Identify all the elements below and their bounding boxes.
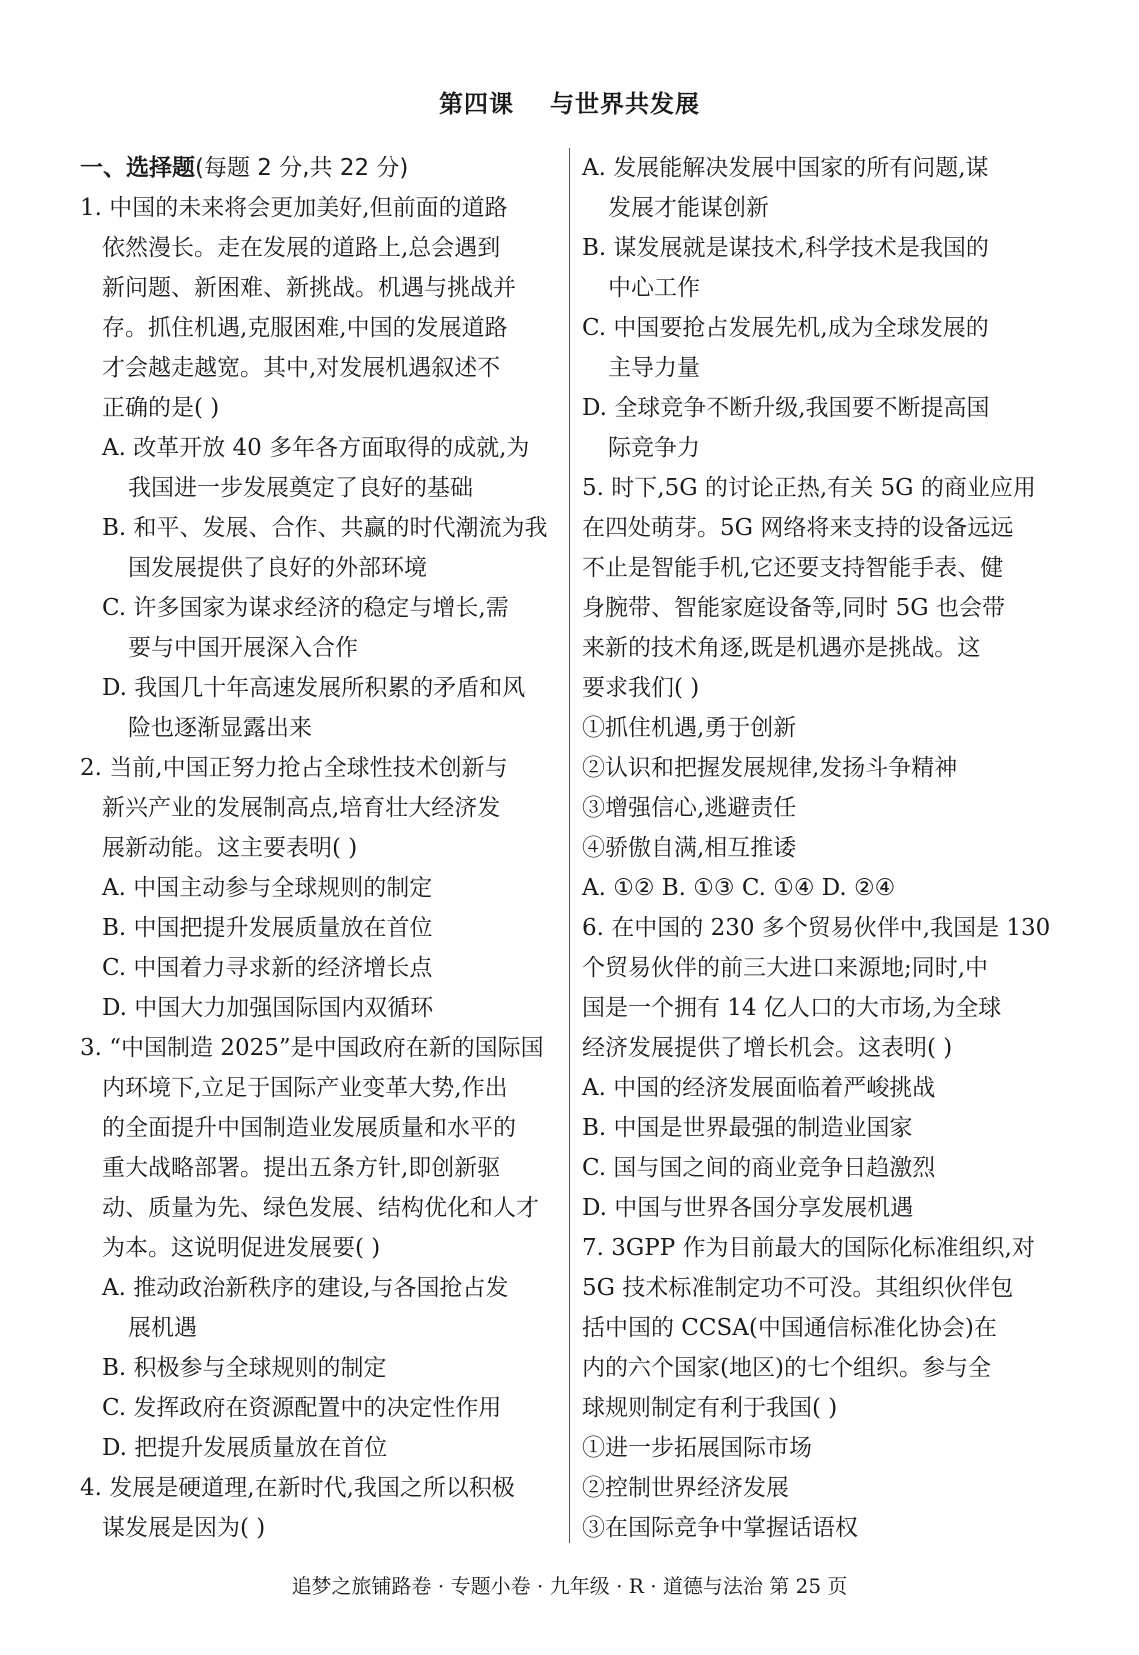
text-line: 个贸易伙伴的前三大进口来源地;同时,中: [582, 955, 989, 981]
text-line: 新兴产业的发展制高点,培育壮大经济发: [102, 795, 501, 821]
section-label: 一、选择题: [80, 155, 195, 181]
lesson-name: 与世界共发展: [550, 90, 700, 118]
text-line: A. 改革开放 40 多年各方面取得的成就,为: [102, 435, 530, 461]
text-line: 7. 3GPP 作为目前最大的国际化标准组织,对: [582, 1235, 1035, 1261]
text-line: A. 中国主动参与全球规则的制定: [102, 875, 433, 901]
text-line: 重大战略部署。提出五条方针,即创新驱: [102, 1155, 501, 1181]
left-column: [80, 148, 558, 1548]
text-line: D. 把提升发展质量放在首位: [102, 1435, 388, 1461]
text-line: A. ①② B. ①③ C. ①④ D. ②④: [582, 875, 896, 901]
text-line: 为本。这说明促进发展要( ): [102, 1235, 381, 1261]
text-line: C. 中国要抢占发展先机,成为全球发展的: [582, 315, 989, 341]
text-line: 要与中国开展深入合作: [128, 635, 358, 661]
text-line: D. 我国几十年高速发展所积累的矛盾和风: [102, 675, 526, 701]
text-line: D. 全球竞争不断升级,我国要不断提高国: [582, 395, 990, 421]
text-line: 内环境下,立足于国际产业变革大势,作出: [102, 1075, 508, 1101]
text-line: 不止是智能手机,它还要支持智能手表、健: [582, 555, 1004, 581]
text-line: 内的六个国家(地区)的七个组织。参与全: [582, 1355, 991, 1381]
text-line: 主导力量: [608, 355, 700, 381]
text-line: 国是一个拥有 14 亿人口的大市场,为全球: [582, 995, 1002, 1021]
text-line: 险也逐渐显露出来: [128, 715, 312, 741]
text-line: ④骄傲自满,相互推诿: [582, 835, 797, 861]
text-line: B. 积极参与全球规则的制定: [102, 1355, 387, 1381]
text-line: 展机遇: [128, 1315, 197, 1341]
lesson-number: 第四课: [439, 90, 514, 118]
text-line: 4. 发展是硬道理,在新时代,我国之所以积极: [80, 1475, 515, 1501]
text-line: B. 中国把提升发展质量放在首位: [102, 915, 433, 941]
text-line: ③在国际竞争中掌握话语权: [582, 1515, 858, 1541]
text-line: 来新的技术角逐,既是机遇亦是挑战。这: [582, 635, 981, 661]
text-line: 经济发展提供了增长机会。这表明( ): [582, 1035, 953, 1061]
text-line: 才会越走越宽。其中,对发展机遇叙述不: [102, 355, 501, 381]
text-line: 展新动能。这主要表明( ): [102, 835, 358, 861]
text-line: 要求我们( ): [582, 675, 700, 701]
text-line: 正确的是( ): [102, 395, 220, 421]
text-line: 依然漫长。走在发展的道路上,总会遇到: [102, 235, 501, 261]
text-line: B. 谋发展就是谋技术,科学技术是我国的: [582, 235, 989, 261]
text-line: 际竞争力: [608, 435, 700, 461]
text-line: 5. 时下,5G 的讨论正热,有关 5G 的商业应用: [582, 475, 1036, 501]
text-line: 动、质量为先、绿色发展、结构优化和人才: [102, 1195, 539, 1221]
section-heading: [80, 148, 558, 188]
page-title: [0, 84, 1139, 119]
text-line: C. 许多国家为谋求经济的稳定与增长,需: [102, 595, 509, 621]
text-line: D. 中国与世界各国分享发展机遇: [582, 1195, 914, 1221]
text-line: 存。抓住机遇,克服困难,中国的发展道路: [102, 315, 508, 341]
text-line: 球规则制定有利于我国( ): [582, 1395, 838, 1421]
text-line: C. 国与国之间的商业竞争日趋激烈: [582, 1155, 936, 1181]
right-column: [582, 148, 1060, 1548]
text-line: 身腕带、智能家庭设备等,同时 5G 也会带: [582, 595, 1005, 621]
text-line: 括中国的 CCSA(中国通信标准化协会)在: [582, 1315, 997, 1341]
text-line: 中心工作: [608, 275, 700, 301]
text-line: 2. 当前,中国正努力抢占全球性技术创新与: [80, 755, 508, 781]
text-line: 新问题、新困难、新挑战。机遇与挑战并: [102, 275, 516, 301]
column-divider: [569, 148, 570, 1543]
section-note: (每题 2 分,共 22 分): [195, 155, 409, 181]
text-line: ①进一步拓展国际市场: [582, 1435, 812, 1461]
text-line: ①抓住机遇,勇于创新: [582, 715, 797, 741]
text-line: A. 中国的经济发展面临着严峻挑战: [582, 1075, 936, 1101]
text-line: B. 和平、发展、合作、共赢的时代潮流为我: [102, 515, 548, 541]
text-line: 发展才能谋创新: [608, 195, 769, 221]
text-line: 谋发展是因为( ): [102, 1515, 266, 1541]
text-line: 3. “中国制造 2025”是中国政府在新的国际国: [80, 1035, 544, 1061]
text-line: 的全面提升中国制造业发展质量和水平的: [102, 1115, 516, 1141]
text-line: 在四处萌芽。5G 网络将来支持的设备远远: [582, 515, 1014, 541]
text-line: D. 中国大力加强国际国内双循环: [102, 995, 434, 1021]
text-line: ②控制世界经济发展: [582, 1475, 789, 1501]
text-line: C. 发挥政府在资源配置中的决定性作用: [102, 1395, 502, 1421]
text-line: ③增强信心,逃避责任: [582, 795, 797, 821]
text-line: 5G 技术标准制定功不可没。其组织伙伴包: [582, 1275, 1014, 1301]
text-line: C. 中国着力寻求新的经济增长点: [102, 955, 433, 981]
page-footer: 追梦之旅铺路卷 · 专题小卷 · 九年级 · R · 道德与法治 第 25 页: [291, 1574, 848, 1598]
text-line: ②认识和把握发展规律,发扬斗争精神: [582, 755, 958, 781]
text-line: 6. 在中国的 230 多个贸易伙伴中,我国是 130: [582, 915, 1051, 941]
text-line: A. 发展能解决发展中国家的所有问题,谋: [582, 155, 989, 181]
text-line: A. 推动政治新秩序的建设,与各国抢占发: [102, 1275, 509, 1301]
text-line: 国发展提供了良好的外部环境: [128, 555, 427, 581]
text-line: 1. 中国的未来将会更加美好,但前面的道路: [80, 195, 508, 221]
text-line: 我国进一步发展奠定了良好的基础: [128, 475, 473, 501]
text-line: B. 中国是世界最强的制造业国家: [582, 1115, 913, 1141]
